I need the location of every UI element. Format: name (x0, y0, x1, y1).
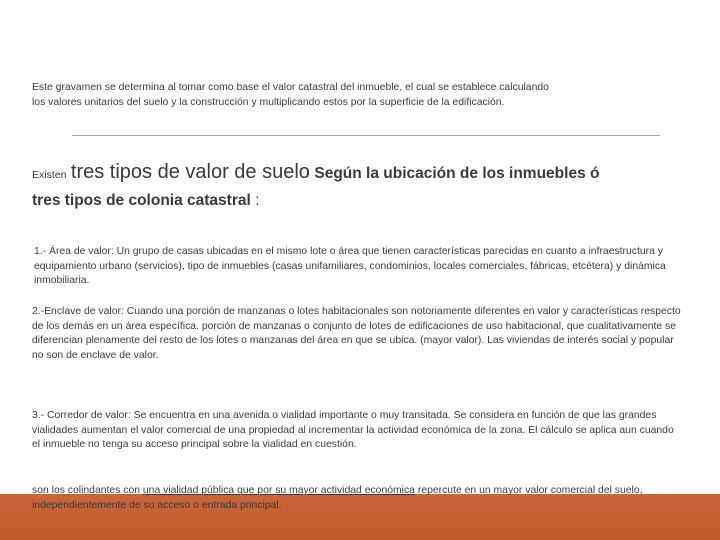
divider-line (72, 135, 660, 136)
closing-part-2: repercute en un mayor valor comercial del suelo, independientemente de su acceso o entrada principal. (32, 485, 643, 511)
intro-line-1: Este gravamen se determina al tomar como base el valor catastral del inmueble, el cual se establece calculando (32, 82, 549, 93)
closing-paragraph (32, 484, 682, 513)
closing-underlined: una vialidad pública que por su mayor actividad económica (142, 485, 415, 496)
item-enclave-de-valor: 2.-Enclave de valor: Cuando una porción de manzanas o lotes habitacionales son notoriamente diferentes en valor y características respecto de los demás en un área específica. porción de manzanas o conjunto de lotes de edificaciones de uso habitacional, que cualitativamente se diferencian plenamente del resto de los lotes o manzanas del área en que se ubica. (mayor valor). Las viviendas de interés social y popular no son de enclave de valor. (32, 306, 681, 361)
heading-bold-line-2: tres tipos de colonia catastral (32, 192, 251, 209)
heading-bold-line-1: Según la ubicación de los inmuebles ó (314, 165, 600, 182)
heading-colon: : (255, 192, 260, 209)
heading-main: tres tipos de valor de suelo (70, 161, 310, 183)
heading-prefix: Existen (32, 169, 67, 181)
intro-paragraph (32, 81, 682, 110)
section-heading (32, 160, 692, 213)
closing-part-1: son los colindantes con (32, 485, 143, 496)
item-area-de-valor: 1.- Área de valor: Un grupo de casas ubicadas en el mismo lote o área que tienen características parecidas en cuanto a infraestructura y equipamiento urbano (servicios), tipo de inmuebles (casas unifamiliares, condominios, locales comerciales, fábricas, etcétera) y dinámica inmobiliaria. (34, 246, 666, 286)
item-corredor-de-valor: 3.- Corredor de valor: Se encuentra en una avenida o vialidad importante o muy transitada. Se considera en función de que las grandes vialidades aumentan el valor comercial de una propiedad al incrementar la actividad económica de la zona. El cálculo se aplica aun cuando el inmueble no tenga su acceso principal sobre la vialidad en cuestión. (32, 410, 674, 450)
intro-line-2: los valores unitarios del suelo y la construcción y multiplicando estos por la superficie de la edificación. (32, 96, 505, 108)
